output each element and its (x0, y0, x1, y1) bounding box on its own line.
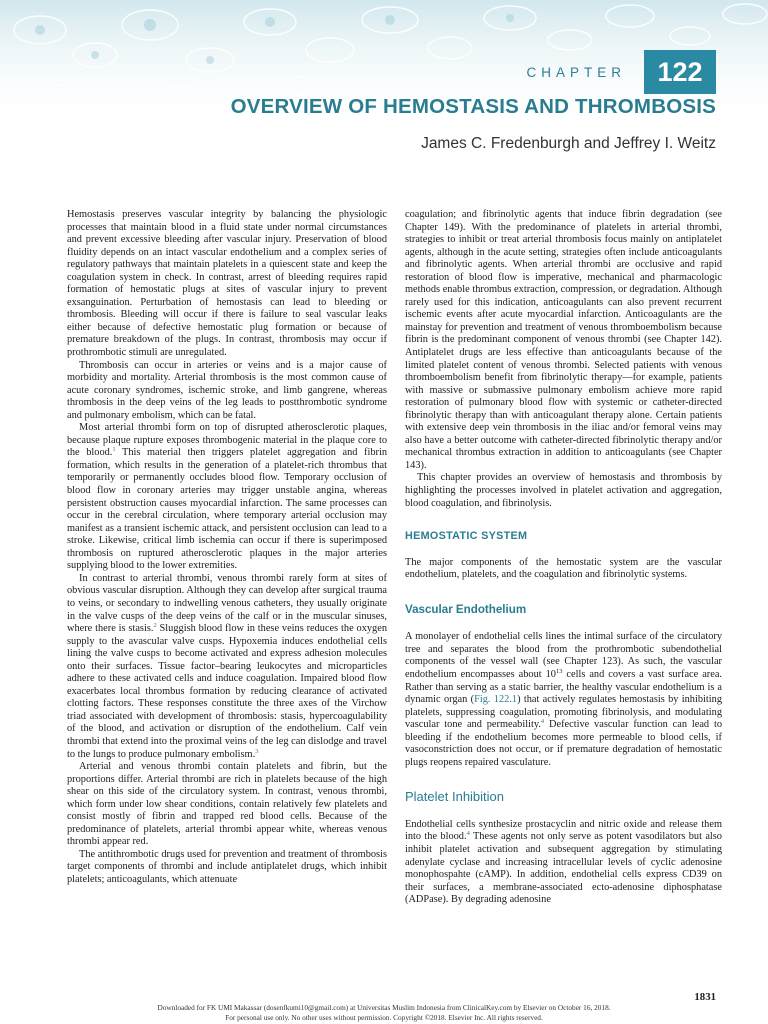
chapter-heading (526, 50, 716, 94)
paragraph: Endothelial cells synthesize prostacyclin and nitric oxide and release them into the blood.$^4$ These agents not only serve as potent vasodilators but also inhibit platelet activation and subsequent aggregation by stimulating adenylate cyclase and increasing intracellular levels of cyclic adenosine monophospahte (cAMP). In addition, endothelial cells express CD39 on their surfaces, a membrane-associated ecto-adenosine diphosphatase (ADPase). By degrading adenosine (405, 818, 722, 906)
footer-line: For personal use only. No other uses without permission. Copyright ©2018. Elsevier Inc. All rights reserved. (225, 1012, 543, 1022)
subsection-heading-vascular-endothelium: Vascular Endothelium (405, 602, 527, 616)
chapter-authors: James C. Fredenburgh and Jeffrey I. Weitz (421, 135, 716, 152)
page-number: 1831 (694, 991, 716, 1003)
reference-link[interactable]: 4 (466, 830, 470, 838)
reference-link[interactable]: 2 (153, 622, 157, 630)
paragraph: The major components of the hemostatic system are the vascular endothelium, platelets, and the coagulation and fibrinolytic systems. (405, 556, 722, 581)
paragraph: Hemostasis preserves vascular integrity by balancing the physiologic processes that maintain blood in a fluid state under normal circumstances and prevent excessive bleeding after vascular injury. Preservation of blood fluidity depends on an intact vascular endothelium and a complex series of regulatory pathways that maintain platelets in a quiescent state and keep the coagulation system in check. In contrast, arrest of bleeding requires rapid formation of hemostatic plugs at sites of vascular injury to prevent exsanguination. Perturbation of hemostasis can lead to bleeding or thrombosis. Bleeding will occur if there is failure to seal vascular leaks either because of defective hemostatic plug formation or because of premature breakdown of the plugs. In contrast, thrombosis may occur if prothrombotic stimuli are unregulated. (67, 209, 387, 359)
paragraph: Thrombosis can occur in arteries or veins and is a major cause of morbidity and mortality. Arterial thrombosis is the most common cause of acute coronary syndromes, ischemic stroke, and limb gangrene, whereas thrombosis in the deep veins of the leg leads to postthrombotic syndrome and pulmonary embolism, which can be fatal. (67, 359, 387, 421)
paragraph: Most arterial thrombi form on top of disrupted atherosclerotic plaques, because plaque rupture exposes thrombogenic material in the plaque core to the blood.$^1$ This material then triggers platelet aggregation and fibrin formation, which results in the generation of a platelet-rich thrombus that temporarily or permanently occludes blood flow. Temporary occlusion of blood flow in coronary arteries may trigger unstable angina, whereas persistent obstruction causes myocardial infarction. The same processes can occur in the cerebral circulation, where temporary arterial occlusion may manifest as a transient ischemic attack, and persistent occlusion can lead to a stroke. Likewise, critical limb ischemia can occur if there is superimposed thrombosis on ruptured atherosclerotic plaques in the major arteries supplying blood to the lower extremities. (67, 422, 387, 572)
footer-line: Downloaded for FK UMI Makassar (dosenfkumi10@gmail.com) at Universitas Muslim Indonesia from ClinicalKey.com by Elsevier on October 16, 2018. (157, 1003, 611, 1012)
chapter-label: CHAPTER (526, 64, 626, 80)
paragraph: In contrast to arterial thrombi, venous thrombi rarely form at sites of obvious vascular disruption. Although they can develop after surgical trauma to veins, or secondary to indwelling venous catheters, they usually originate in the valve cusps of the deep veins of the calf or in the muscular sinuses, where there is stasis.$^2$ Sluggish blood flow in these veins reduces the oxygen supply to the avascular valve cusps. Hypoxemia induces endothelial cells lining the valve cusps to become activated and express adhesion molecules onto their surfaces. Tissue factor–bearing leukocytes and microparticles adhere to these activated cells and induce coagulation. Impaired blood flow exacerbates local thrombus formation by reducing clearance of activated clotting factors. These responses constitute the three axes of the Virchow triad associated with development of thrombosis: stasis, hypercoagulability of the blood, and activation or disruption of the endothelium. Calf vein thrombi that extend into the proximal veins of the leg can dislodge and travel to the lungs to produce pulmonary embolism.$^3$ (67, 572, 387, 760)
paragraph: Arterial and venous thrombi contain platelets and fibrin, but the proportions differ. Arterial thrombi are rich in platelets because of the high shear on this side of the circulatory system. In contrast, venous thrombi, which form under low shear conditions, contain relatively few platelets and consist mostly of fibrin and trapped red blood cells. Because of the predominance of platelets, arterial thrombi appear white, whereas venous thrombi appear red. (67, 761, 387, 848)
exponent: 13 (555, 667, 563, 675)
figure-link[interactable]: Fig. 122.1 (474, 694, 518, 706)
reference-link[interactable]: 3 (255, 747, 259, 755)
reference-link[interactable]: 1 (112, 446, 116, 454)
section-heading-hemostatic-system: HEMOSTATIC SYSTEM (405, 530, 528, 543)
right-text-column (405, 149, 722, 907)
chapter-number-badge: 122 (644, 50, 716, 94)
paragraph: coagulation; and fibrinolytic agents that induce fibrin degradation (see Chapter 149). With the predominance of platelets in arterial thrombi, strategies to inhibit or treat arterial thrombosis focus mainly on antiplatelet agents, although in the acute setting, strategies often include anticoagulants and fibrinolytic agents. When arterial thrombi are occlusive and rapid restoration of blood flow is imperative, mechanical and pharmacologic methods enable thrombus extraction, compression, or degradation. Although rarely used for this indication, anticoagulants can also prevent recurrent ischemic events after acute myocardial infarction. Anticoagulants are the mainstay for prevention and treatment of venous thromboembolism because fibrin is the predominant component of venous thrombi (see Chapter 142). Antiplatelet drugs are less effective than anticoagulants because of the limited platelet content of venous thrombi. Selected patients with venous thromboembolism benefit from fibrinolytic therapy—for example, patients with massive or submassive pulmonary embolism achieve more rapid restoration of pulmonary blood flow with systemic or catheter-directed fibrinolytic therapy than with anticoagulant therapy alone. Certain patients with extensive deep vein thrombosis in the iliac and/or femoral veins may also have a better outcome with catheter-directed fibrinolytic therapy and/or mechanical thrombus extraction in addition to anticoagulants (see Chapter 143). (405, 209, 722, 471)
subsection-heading-platelet-inhibition: Platelet Inhibition (405, 789, 505, 805)
reference-link[interactable]: 4 (540, 718, 545, 726)
paragraph: A monolayer of endothelial cells lines the intimal surface of the circulatory tree and separates the blood from the prothrombotic subendothelial components of the vessel wall (see Chapter 123). As such, the vascular endothelium encompasses about $10^{13}$ cells and covers a vast surface area. Rather than serving as a static barrier, the healthy vascular endothelium is a dynamic organ (Fig. 122.1) that actively regulates hemostasis by inhibiting platelets, suppressing coagulation, promoting fibrinolysis, and modulating vascular tone and permeability.$^4$ Defective vascular function can lead to bleeding if the endothelium becomes more permeable to blood cells, if vasoconstriction does not occur, or if premature degradation of hemostatic plugs reopens repaired vasculature. (405, 631, 722, 768)
left-text-column (67, 209, 387, 887)
paragraph: The antithrombotic drugs used for prevention and treatment of thrombosis target components of thrombi and include antiplatelet drugs, which inhibit platelets; anticoagulants, which attenuate (67, 848, 387, 885)
paragraph: This chapter provides an overview of hemostasis and thrombosis by highlighting the processes involved in platelet activation and aggregation, blood coagulation, and fibrinolysis. (405, 472, 722, 509)
download-footer (0, 1003, 768, 1022)
chapter-title: OVERVIEW OF HEMOSTASIS AND THROMBOSIS (230, 95, 716, 118)
